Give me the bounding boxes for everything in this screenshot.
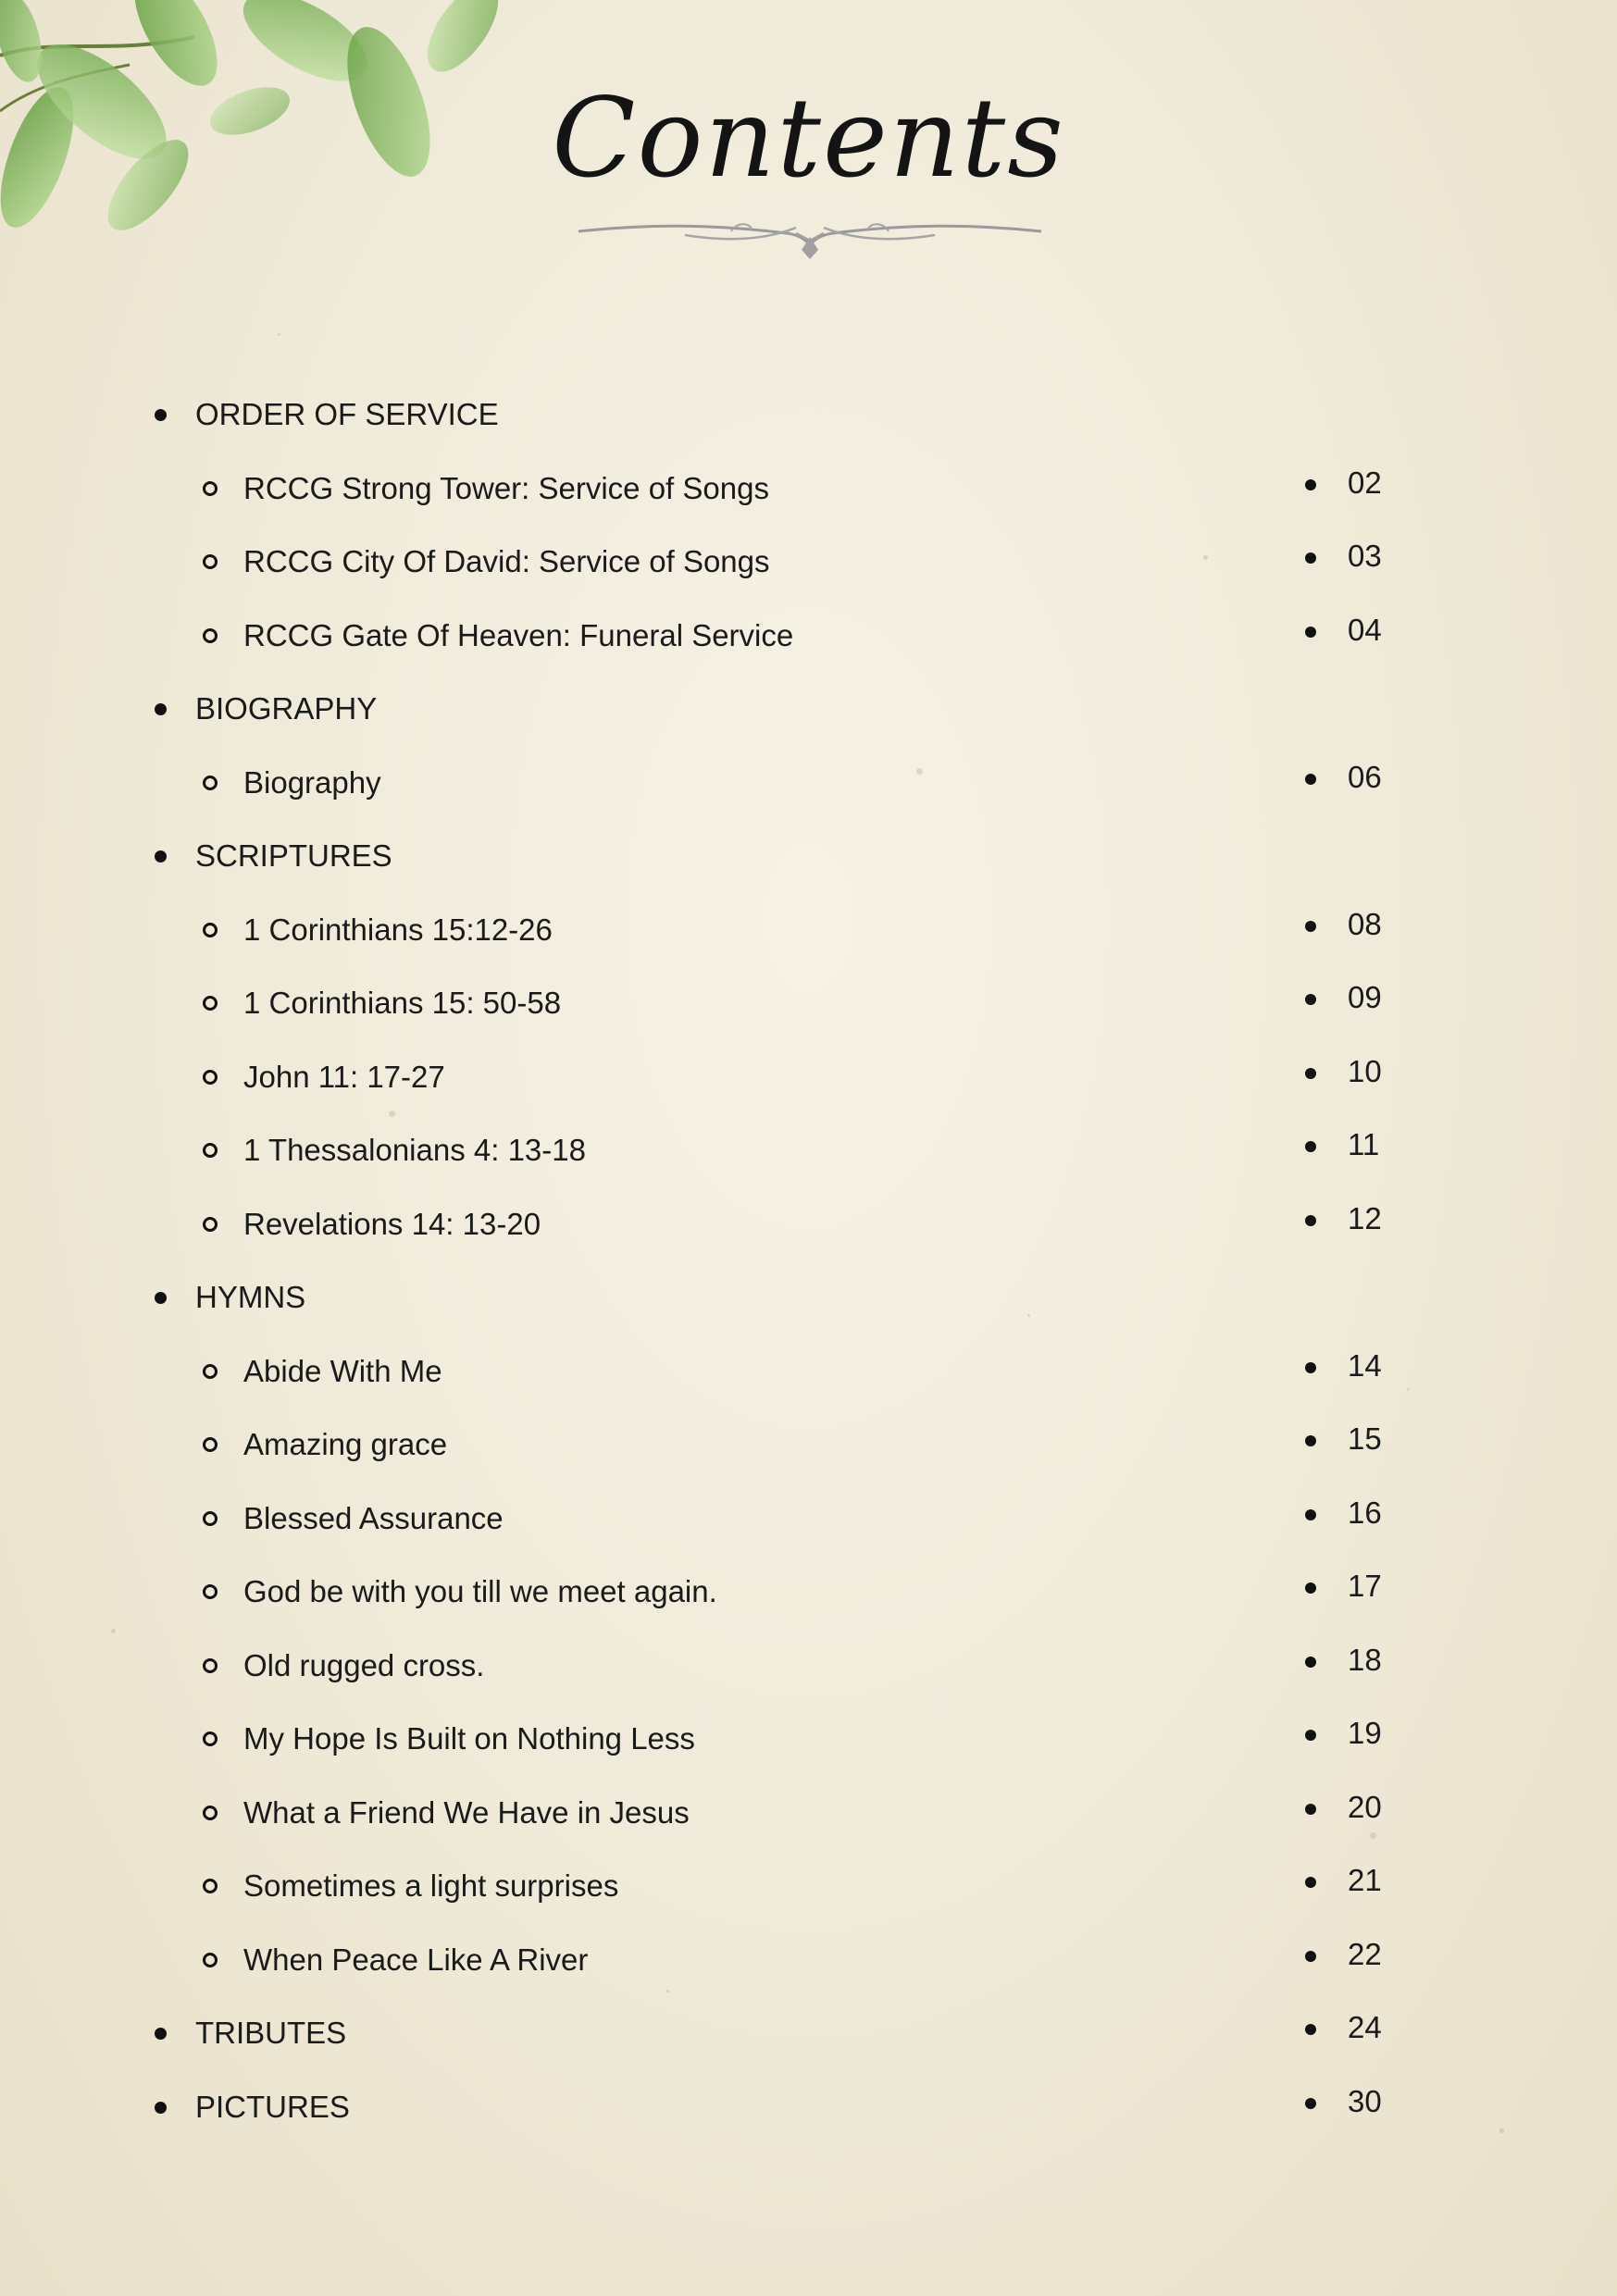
page-bullet-icon bbox=[1305, 1435, 1316, 1446]
section-bullet-icon bbox=[155, 703, 167, 715]
page-title: Contents bbox=[552, 74, 1065, 202]
toc-item bbox=[243, 1500, 504, 1537]
toc-item bbox=[243, 1573, 717, 1610]
paper-speck bbox=[1203, 555, 1208, 560]
subitem-bullet-icon bbox=[203, 996, 218, 1011]
toc-item bbox=[243, 543, 770, 580]
toc-item-label: John 11: 17-27 bbox=[243, 1059, 445, 1094]
page-number: 19 bbox=[1348, 1716, 1382, 1750]
paper-speck bbox=[1499, 2128, 1504, 2133]
toc-item bbox=[243, 1426, 447, 1463]
paper-speck bbox=[916, 768, 923, 775]
page-number: 10 bbox=[1348, 1053, 1382, 1088]
subitem-bullet-icon bbox=[203, 923, 218, 937]
subitem-bullet-icon bbox=[203, 628, 218, 643]
toc-item bbox=[243, 1132, 586, 1169]
subitem-bullet-icon bbox=[203, 1070, 218, 1085]
toc-item bbox=[243, 1059, 445, 1096]
toc-item-label: Amazing grace bbox=[243, 1427, 448, 1461]
page-bullet-icon bbox=[1305, 1141, 1316, 1152]
paper-speck bbox=[111, 1629, 116, 1633]
subitem-bullet-icon bbox=[203, 1584, 218, 1599]
page-bullet-icon bbox=[1305, 1804, 1316, 1815]
ornamental-divider bbox=[574, 215, 1046, 261]
section-bullet-icon bbox=[155, 1292, 167, 1304]
page-bullet-icon bbox=[1305, 1657, 1316, 1668]
toc-item bbox=[243, 1206, 541, 1243]
toc-item bbox=[243, 985, 561, 1022]
paper-speck bbox=[1370, 1832, 1376, 1839]
toc-item-label: 1 Thessalonians 4: 13-18 bbox=[243, 1133, 586, 1167]
paper-speck bbox=[278, 333, 280, 336]
page-number: 30 bbox=[1348, 2083, 1382, 2118]
page-bullet-icon bbox=[1305, 552, 1316, 564]
page-number: 03 bbox=[1348, 539, 1382, 573]
page-number: 09 bbox=[1348, 980, 1382, 1014]
section-bullet-icon bbox=[155, 850, 167, 863]
toc-item-label: Old rugged cross. bbox=[243, 1647, 485, 1682]
toc-item bbox=[243, 617, 793, 654]
subitem-bullet-icon bbox=[203, 1364, 218, 1379]
page-number: 21 bbox=[1348, 1863, 1382, 1897]
paper-speck bbox=[1407, 1388, 1410, 1391]
toc-section bbox=[195, 396, 499, 433]
page-bullet-icon bbox=[1305, 1877, 1316, 1888]
page-bullet-icon bbox=[1305, 1509, 1316, 1520]
toc-item bbox=[243, 1720, 695, 1757]
toc-section bbox=[195, 838, 392, 875]
page-bullet-icon bbox=[1305, 1362, 1316, 1373]
toc-section-label: TRIBUTES bbox=[195, 2016, 347, 2050]
toc-section-label: HYMNS bbox=[195, 1280, 306, 1314]
page-bullet-icon bbox=[1305, 1582, 1316, 1594]
toc-item-label: What a Friend We Have in Jesus bbox=[243, 1794, 690, 1830]
toc-item-label: Sometimes a light surprises bbox=[243, 1868, 619, 1903]
page-number: 16 bbox=[1348, 1495, 1382, 1530]
page-number: 14 bbox=[1348, 1347, 1382, 1383]
page-number: 11 bbox=[1348, 1127, 1380, 1161]
toc-item-label: When Peace Like A River bbox=[243, 1942, 589, 1977]
toc-section-label: BIOGRAPHY bbox=[195, 691, 378, 726]
toc-section bbox=[195, 2015, 346, 2052]
page-bullet-icon bbox=[1305, 1951, 1316, 1962]
page-bullet-icon bbox=[1305, 1068, 1316, 1079]
paper-speck bbox=[666, 1990, 669, 1992]
subitem-bullet-icon bbox=[203, 1658, 218, 1673]
subitem-bullet-icon bbox=[203, 1511, 218, 1526]
page-number: 08 bbox=[1348, 906, 1382, 941]
subitem-bullet-icon bbox=[203, 1217, 218, 1232]
toc-item bbox=[243, 470, 769, 507]
toc-item-label: RCCG Strong Tower: Service of Songs bbox=[243, 470, 769, 505]
toc-item bbox=[243, 1794, 690, 1831]
toc-item-label: RCCG Gate Of Heaven: Funeral Service bbox=[243, 617, 794, 652]
subitem-bullet-icon bbox=[203, 1806, 218, 1820]
page-number: 22 bbox=[1348, 1936, 1382, 1971]
page-bullet-icon bbox=[1305, 1215, 1316, 1226]
toc-item-label: My Hope Is Built on Nothing Less bbox=[243, 1721, 695, 1756]
page-number: 24 bbox=[1348, 2010, 1382, 2044]
section-bullet-icon bbox=[155, 2028, 167, 2040]
subitem-bullet-icon bbox=[203, 1953, 218, 1967]
toc-item-label: God be with you till we meet again. bbox=[243, 1574, 717, 1608]
section-bullet-icon bbox=[155, 2102, 167, 2114]
page-bullet-icon bbox=[1305, 994, 1316, 1005]
toc-item bbox=[243, 1647, 484, 1684]
toc-item-label: 1 Corinthians 15:12-26 bbox=[243, 912, 553, 947]
toc-section-label: ORDER OF SERVICE bbox=[195, 397, 499, 431]
toc-item-label: 1 Corinthians 15: 50-58 bbox=[243, 986, 562, 1020]
subitem-bullet-icon bbox=[203, 1731, 218, 1746]
page-bullet-icon bbox=[1305, 627, 1316, 638]
toc-item bbox=[243, 1942, 588, 1979]
toc-section-label: PICTURES bbox=[195, 2089, 350, 2124]
toc-section-label: SCRIPTURES bbox=[195, 838, 392, 873]
page-number: 15 bbox=[1348, 1421, 1382, 1456]
toc-item bbox=[243, 1353, 442, 1390]
page-number: 17 bbox=[1348, 1569, 1382, 1603]
toc-section bbox=[195, 2089, 350, 2126]
page-bullet-icon bbox=[1305, 774, 1316, 785]
page-number: 04 bbox=[1348, 612, 1382, 647]
subitem-bullet-icon bbox=[203, 554, 218, 569]
toc-item-label: Abide With Me bbox=[243, 1353, 442, 1388]
paper-speck bbox=[389, 1111, 395, 1117]
toc-item-label: Revelations 14: 13-20 bbox=[243, 1206, 541, 1241]
toc-item-label: Biography bbox=[243, 764, 381, 800]
toc-section bbox=[195, 1279, 305, 1316]
page-bullet-icon bbox=[1305, 921, 1316, 932]
page-bullet-icon bbox=[1305, 2098, 1316, 2109]
page-number: 02 bbox=[1348, 465, 1382, 500]
toc-section bbox=[195, 690, 377, 727]
subitem-bullet-icon bbox=[203, 1143, 218, 1158]
toc-item-label: RCCG City Of David: Service of Songs bbox=[243, 544, 770, 578]
page-number: 18 bbox=[1348, 1642, 1382, 1677]
paper-speck bbox=[1027, 1314, 1030, 1317]
subitem-bullet-icon bbox=[203, 776, 218, 790]
toc-item bbox=[243, 764, 381, 801]
section-bullet-icon bbox=[155, 409, 167, 421]
page-bullet-icon bbox=[1305, 479, 1316, 490]
subitem-bullet-icon bbox=[203, 481, 218, 496]
subitem-bullet-icon bbox=[203, 1879, 218, 1893]
page-number: 12 bbox=[1348, 1200, 1382, 1235]
toc-item bbox=[243, 1868, 618, 1905]
toc-item bbox=[243, 912, 553, 949]
page-number: 06 bbox=[1348, 759, 1382, 794]
page-bullet-icon bbox=[1305, 1730, 1316, 1741]
subitem-bullet-icon bbox=[203, 1437, 218, 1452]
toc-item-label: Blessed Assurance bbox=[243, 1500, 504, 1535]
page-bullet-icon bbox=[1305, 2024, 1316, 2035]
page-number: 20 bbox=[1348, 1789, 1382, 1824]
